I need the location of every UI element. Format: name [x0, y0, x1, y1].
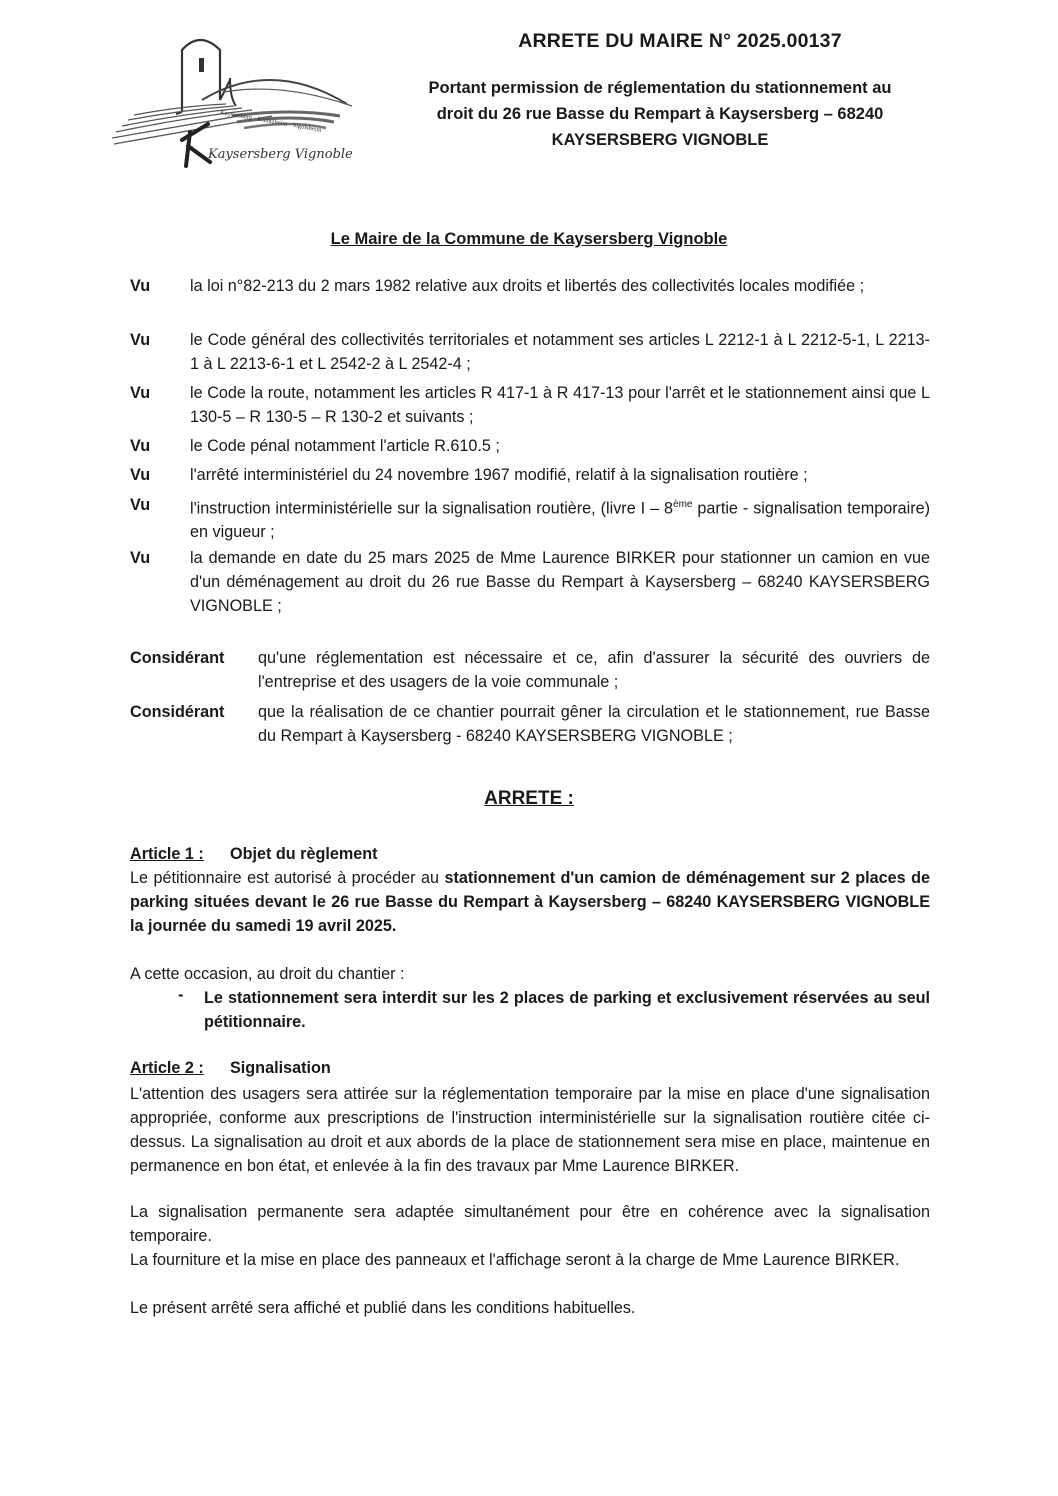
article-1-heading [130, 845, 378, 864]
subtitle-line: droit du 26 rue Basse du Rempart à Kaysersberg – 68240 [436, 105, 884, 123]
arrete-heading: ARRETE : [484, 788, 574, 809]
article-1-text-bold: stationnement d'un camion de déménagement sur 2 places de parking situées devant le 26 rue Basse du Rempart à Kaysersberg – 68240 KAYSERSBERG VIGNOBLE la journée du samedi 19 avril 2025. [130, 869, 930, 935]
vu-text: la loi n°82-213 du 2 mars 1982 relative aux droits et libertés des collectivités locales modifiée ; [190, 277, 865, 295]
vu-text: l'arrêté interministériel du 24 novembre 1967 modifié, relatif à la signalisation routière ; [190, 466, 808, 484]
considerant-label: Considérant [130, 703, 225, 721]
title-block [380, 30, 940, 153]
authority-heading: Le Maire de la Commune de Kaysersberg Vignoble [330, 230, 728, 248]
vu-label: Vu [130, 277, 151, 295]
vu-label: Vu [130, 384, 151, 402]
article-number: Article 1 : [130, 845, 204, 863]
doc-number: ARRETE DU MAIRE N° 2025.00137 [518, 30, 842, 52]
article-number: Article 2 : [130, 1059, 204, 1077]
bullet-dash: - [178, 986, 184, 1004]
article-2-paragraph: La fourniture et la mise en place des panneaux et l'affichage seront à la charge de Mme Laurence BIRKER. [130, 1251, 900, 1269]
vu-label: Vu [130, 331, 151, 349]
article-title: Signalisation [230, 1059, 331, 1077]
vu-text: la demande en date du 25 mars 2025 de Mme Laurence BIRKER pour stationner un camion en vue d'un déménagement au droit du 26 rue Basse du Rempart à Kaysersberg – 68240 KAYSERSBERG VIGNOBLE ; [190, 549, 930, 615]
article-1-intro: A cette occasion, au droit du chantier : [130, 965, 405, 983]
article-2-heading [130, 1059, 331, 1078]
article-1-text [130, 866, 930, 938]
considerant-text: que la réalisation de ce chantier pourrait gêner la circulation et le stationnement, rue Basse du Rempart à Kaysersberg - 68240 KAYSERSBERG VIGNOBLE ; [258, 703, 930, 745]
subtitle [380, 75, 940, 153]
article-1-bullet: Le stationnement sera interdit sur les 2 places de parking et exclusivement réservées au seul pétitionnaire. [204, 989, 930, 1031]
article-2-paragraph: La signalisation permanente sera adaptée simultanément pour être en cohérence avec la signalisation temporaire. [130, 1203, 930, 1245]
subtitle-line: Portant permission de réglementation du stationnement au [428, 79, 892, 97]
vu-label: Vu [130, 466, 151, 484]
article-2-paragraph: L'attention des usagers sera attirée sur la réglementation temporaire par la mise en place d'une signalisation appropriée, conforme aux prescriptions de l'instruction interministérielle sur la signalisation routière citée ci-dessus. La signalisation au droit et aux abords de la place de stationnement sera mise en place, maintenue en permanence en bon état, et enlevée à la fin des travaux par Mme Laurence BIRKER. [130, 1085, 930, 1175]
vu-text [190, 493, 930, 544]
svg-text:Kaysersberg Vignoble: Kaysersberg Vignoble [208, 147, 353, 162]
vu-label: Vu [130, 549, 151, 567]
kaysersberg-vignoble-logo [112, 20, 362, 170]
considerant-text: qu'une réglementation est nécessaire et ce, afin d'assurer la sécurité des ouvriers de l'entreprise et des usagers de la voie communale ; [258, 649, 930, 691]
article-2-paragraph: Le présent arrêté sera affiché et publié dans les conditions habituelles. [130, 1299, 636, 1317]
vu-text: le Code pénal notamment l'article R.610.5 ; [190, 437, 500, 455]
vu-text-part: partie - signalisation temporaire) en vigueur ; [190, 499, 930, 542]
vu-text: le Code général des collectivités territoriales et notamment ses articles L 2212-1 à L 2212-5-1, L 2213-1 à L 2213-6-1 et L 2542-2 à L 2542-4 ; [190, 331, 930, 373]
article-1-text-plain: Le pétitionnaire est autorisé à procéder au [130, 869, 445, 887]
svg-text:Kaysersberg · Kientzheim · Sig: Kaysersberg · Kientzheim · Sigolsheim [219, 109, 323, 134]
vu-text: le Code la route, notamment les articles R 417-1 à R 417-13 pour l'arrêt et le stationnement ainsi que L 130-5 – R 130-5 – R 130-2 et suivants ; [190, 384, 930, 426]
considerant-label: Considérant [130, 649, 225, 667]
vu-text-part: l'instruction interministérielle sur la signalisation routière, (livre I – 8 [190, 499, 674, 518]
vu-label: Vu [130, 496, 151, 514]
article-title: Objet du règlement [230, 845, 378, 863]
superscript: ème [673, 499, 693, 510]
vu-label: Vu [130, 437, 151, 455]
subtitle-line: KAYSERSBERG VIGNOBLE [551, 131, 769, 149]
